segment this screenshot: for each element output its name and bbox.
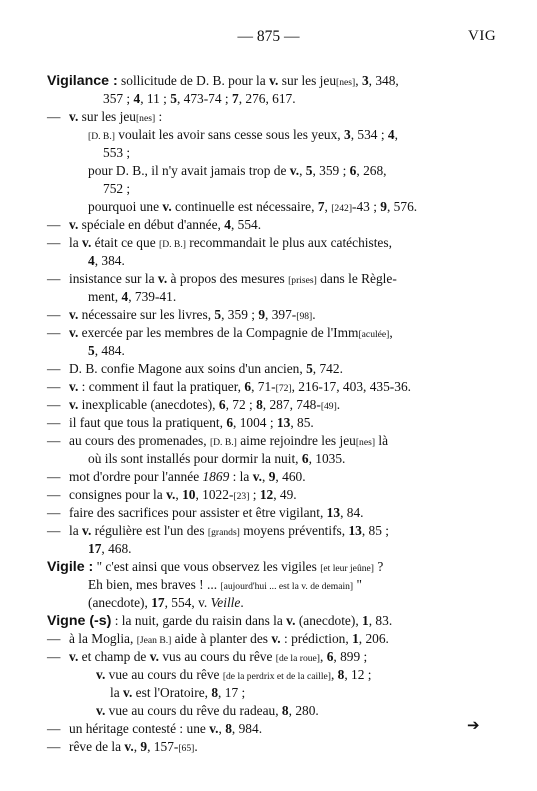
index-line xyxy=(47,396,340,416)
text-segment: , 359 ; xyxy=(221,307,259,322)
volume-number: 8 xyxy=(281,703,289,718)
text-segment: un héritage contesté : une xyxy=(69,721,210,736)
text-segment: . xyxy=(194,739,198,754)
text-segment: 357 ; xyxy=(103,91,134,106)
volume-number: 6 xyxy=(349,163,357,178)
index-line xyxy=(47,378,411,398)
editorial-insert: [49] xyxy=(320,401,337,412)
text-segment: vue au cours du rêve xyxy=(105,667,223,682)
text-segment: , xyxy=(355,73,362,88)
abbrev-term: v. xyxy=(162,199,172,214)
text-segment: vue au cours du rêve du radeau, xyxy=(105,703,282,718)
sub-entry-dash: — xyxy=(47,469,61,484)
sub-entry-dash: — xyxy=(47,325,61,340)
index-line xyxy=(103,180,130,198)
editorial-insert: [prises] xyxy=(288,275,317,286)
abbrev-term: v. xyxy=(69,397,79,412)
text-segment: aime rejoindre les jeu xyxy=(236,433,356,448)
sub-entry-dash: — xyxy=(47,415,61,430)
editorial-insert: [242] xyxy=(331,203,353,214)
volume-number: 1 xyxy=(352,631,359,646)
text-segment: , 85 ; xyxy=(361,523,390,538)
text-segment: sur les jeu xyxy=(278,73,337,88)
editorial-insert: [72] xyxy=(275,383,292,394)
abbrev-term: v. xyxy=(96,667,106,682)
text-segment: exercée par les membres de la Compagnie de l'Imm xyxy=(78,325,359,340)
index-line xyxy=(47,270,397,290)
text-segment: (anecdote), xyxy=(88,595,152,610)
text-segment: faire des sacrifices pour assister et être vigilant, xyxy=(69,505,327,520)
entry-heading: Vigilance : xyxy=(47,73,118,89)
text-segment: ment, xyxy=(88,289,122,304)
editorial-insert: [D. B.] xyxy=(88,131,115,142)
volume-number: 4 xyxy=(224,217,231,232)
text-segment: sur les jeu xyxy=(78,109,136,124)
volume-number: 3 xyxy=(344,127,351,142)
volume-number: 8 xyxy=(337,667,345,682)
index-line xyxy=(103,144,130,162)
volume-number: 8 xyxy=(256,397,263,412)
index-line xyxy=(47,414,314,432)
sub-entry-dash: — xyxy=(47,379,61,394)
text-segment: 553 ; xyxy=(103,145,131,160)
text-segment: inexplicable (anecdotes), xyxy=(78,397,219,412)
volume-number: 17 xyxy=(151,595,165,610)
text-segment: : comment il faut la pratiquer, xyxy=(78,379,245,394)
volume-number: 9 xyxy=(380,199,387,214)
index-line xyxy=(47,468,306,486)
text-segment: , 206. xyxy=(358,631,389,646)
text-segment: , xyxy=(133,739,141,754)
text-segment: , 397- xyxy=(265,307,297,322)
index-line xyxy=(47,648,367,668)
text-segment: spéciale en début d'année, xyxy=(78,217,225,232)
abbrev-term: v. xyxy=(69,379,79,394)
volume-number: 4 xyxy=(133,91,141,106)
index-line xyxy=(47,630,389,650)
volume-number: 13 xyxy=(348,523,362,538)
sub-entry-dash: — xyxy=(47,739,61,754)
volume-number: 5 xyxy=(306,361,313,376)
text-segment: Veille xyxy=(210,595,241,610)
text-segment: sollicitude de D. B. pour la xyxy=(117,73,270,88)
text-segment: vus au cours du rêve xyxy=(159,649,276,664)
index-line xyxy=(47,306,316,326)
abbrev-term: v. xyxy=(123,685,133,700)
volume-number: 17 xyxy=(88,541,102,556)
text-segment: , 460. xyxy=(275,469,306,484)
text-segment: : prédiction, xyxy=(280,631,353,646)
text-segment: est l'Oratoire, xyxy=(132,685,212,700)
text-segment: , 157- xyxy=(147,739,179,754)
volume-number: 6 xyxy=(301,451,309,466)
text-segment: , xyxy=(218,721,226,736)
abbrev-term: v. xyxy=(149,649,160,664)
volume-number: 5 xyxy=(305,163,313,178)
index-line xyxy=(88,594,244,612)
index-line xyxy=(88,288,176,306)
text-segment: consignes pour la xyxy=(69,487,167,502)
text-segment: D. B. confie Magone aux soins d'un ancien, xyxy=(69,361,307,376)
sub-entry-dash: — xyxy=(47,361,61,376)
text-segment: était ce que xyxy=(91,235,159,250)
abbrev-term: v. xyxy=(157,271,168,286)
volume-number: 6 xyxy=(326,649,334,664)
index-line xyxy=(88,576,362,596)
text-segment: pour D. B., il n'y avait jamais trop de xyxy=(88,163,290,178)
editorial-insert: [D. B.] xyxy=(209,437,237,448)
text-segment: insistance sur la xyxy=(69,271,158,286)
text-segment: là xyxy=(375,433,389,448)
text-segment: moyens préventifs, xyxy=(239,523,349,538)
sub-entry-dash: — xyxy=(47,217,61,232)
text-segment: , 49. xyxy=(273,487,297,502)
sub-entry-dash: — xyxy=(47,649,61,664)
editorial-insert: [65] xyxy=(178,743,195,754)
text-segment: : la xyxy=(229,469,253,484)
text-segment: " c'est ainsi que vous observez les vigiles xyxy=(93,559,321,574)
sub-entry-dash: — xyxy=(47,523,61,538)
abbrev-term: v. xyxy=(269,73,279,88)
text-segment: , 287, 748- xyxy=(262,397,321,412)
editorial-insert: [grands] xyxy=(207,527,240,538)
text-segment: aide à planter des xyxy=(171,631,272,646)
volume-number: 5 xyxy=(88,343,95,358)
text-segment: , 534 ; xyxy=(350,127,388,142)
editorial-insert: [23] xyxy=(233,491,250,502)
abbrev-term: v. xyxy=(209,721,219,736)
index-line xyxy=(96,666,372,686)
text-segment: voulait les avoir sans cesse sous les yeux, xyxy=(114,127,345,142)
text-segment: , 11 ; xyxy=(140,91,171,106)
editorial-insert: [nes] xyxy=(135,113,156,124)
volume-number: 9 xyxy=(258,307,266,322)
sub-entry-dash: — xyxy=(47,505,61,520)
text-segment: , 984. xyxy=(231,721,263,736)
editorial-insert: [et leur jeûne] xyxy=(320,563,374,574)
text-segment: rêve de la xyxy=(69,739,125,754)
index-line xyxy=(88,198,417,218)
editorial-insert: [nes] xyxy=(336,77,356,88)
volume-number: 7 xyxy=(317,199,325,214)
index-line xyxy=(47,522,389,542)
text-segment: ? xyxy=(374,559,384,574)
text-segment: à la Moglia, xyxy=(69,631,137,646)
text-segment: recommandait le plus aux catéchistes, xyxy=(185,235,392,250)
volume-number: 13 xyxy=(326,505,341,520)
abbrev-term: v. xyxy=(166,487,176,502)
text-segment: , 85. xyxy=(290,415,314,430)
abbrev-term: v. xyxy=(252,469,263,484)
index-line xyxy=(110,684,245,702)
text-segment: , 83. xyxy=(368,613,393,628)
volume-number: 1 xyxy=(362,613,369,628)
text-segment: , 12 ; xyxy=(344,667,372,682)
continue-arrow-icon: ➔ xyxy=(467,716,480,734)
text-segment: . xyxy=(240,595,244,610)
text-segment: : xyxy=(155,109,163,124)
running-title: VIG xyxy=(468,28,497,44)
text-segment: , 17 ; xyxy=(218,685,246,700)
abbrev-term: v. xyxy=(69,325,79,340)
editorial-insert: [de la roue] xyxy=(275,653,320,664)
text-segment: , 348, xyxy=(368,73,399,88)
page-number: — 875 — xyxy=(237,28,300,45)
abbrev-term: v. xyxy=(69,649,79,664)
text-segment: , 280. xyxy=(288,703,319,718)
index-line xyxy=(103,90,296,108)
text-segment: , 576. xyxy=(386,199,418,214)
index-line xyxy=(88,162,387,180)
entry-heading: Vigne (-s) xyxy=(47,613,112,629)
sub-entry-dash: — xyxy=(47,235,61,250)
text-segment: à propos des mesures xyxy=(167,271,289,286)
volume-number: 9 xyxy=(268,469,276,484)
text-segment: . xyxy=(312,307,316,322)
index-line xyxy=(88,252,125,270)
text-segment: , 554. xyxy=(230,217,262,232)
text-segment: , 742. xyxy=(312,361,343,376)
text-segment: , xyxy=(175,487,183,502)
volume-number: 7 xyxy=(231,91,239,106)
abbrev-term: v. xyxy=(289,163,300,178)
editorial-insert: [Jean B.] xyxy=(136,635,172,646)
sub-entry-dash: — xyxy=(47,631,61,646)
abbrev-term: v. xyxy=(69,307,79,322)
index-line xyxy=(88,450,345,468)
index-line xyxy=(47,504,364,522)
volume-number: 5 xyxy=(214,307,222,322)
text-segment: dans le Règle- xyxy=(316,271,397,286)
text-segment: , 484. xyxy=(94,343,125,358)
sub-entry-dash: — xyxy=(47,307,61,322)
sub-entry-dash: — xyxy=(47,271,61,286)
text-segment: (anecdote), xyxy=(295,613,363,628)
text-segment: où ils sont installés pour dormir la nuit, xyxy=(88,451,302,466)
volume-number: 6 xyxy=(226,415,234,430)
index-line xyxy=(47,216,261,234)
sub-entry-dash: — xyxy=(47,487,61,502)
volume-number: 6 xyxy=(218,397,226,412)
text-segment: , 84. xyxy=(340,505,364,520)
abbrev-term: v. xyxy=(69,217,79,232)
index-line xyxy=(47,234,392,254)
text-segment: continuelle est nécessaire, xyxy=(171,199,318,214)
text-segment: , 1004 ; xyxy=(233,415,277,430)
index-line xyxy=(47,558,383,578)
text-segment: , xyxy=(299,163,306,178)
sub-entry-dash: — xyxy=(47,721,61,736)
abbrev-term: v. xyxy=(69,109,79,124)
volume-number: 8 xyxy=(225,721,232,736)
abbrev-term: v. xyxy=(271,631,281,646)
text-segment: , 899 ; xyxy=(333,649,368,664)
volume-number: 4 xyxy=(88,253,95,268)
text-segment: 1869 xyxy=(202,469,230,484)
text-segment: . xyxy=(336,397,341,412)
index-line xyxy=(88,342,125,360)
text-segment: la xyxy=(69,523,83,538)
volume-number: 13 xyxy=(276,415,291,430)
index-line xyxy=(47,72,399,92)
index-line xyxy=(47,432,388,452)
volume-number: 8 xyxy=(211,685,219,700)
text-segment: , 1022- xyxy=(195,487,234,502)
text-segment: ; xyxy=(249,487,260,502)
text-segment: , xyxy=(324,199,332,214)
abbrev-term: v. xyxy=(82,523,92,538)
text-segment: nécessaire sur les livres, xyxy=(78,307,215,322)
editorial-insert: [98] xyxy=(296,311,313,322)
text-segment: au cours des promenades, xyxy=(69,433,210,448)
text-segment: , 1035. xyxy=(308,451,346,466)
text-segment: la xyxy=(69,235,83,250)
volume-number: 4 xyxy=(387,127,395,142)
text-segment: , 468. xyxy=(101,541,132,556)
index-line xyxy=(47,486,297,506)
abbrev-term: v. xyxy=(286,613,296,628)
text-segment: 752 ; xyxy=(103,181,131,196)
text-segment: , 216-17, 403, 435-36. xyxy=(291,379,412,394)
text-segment: , 72 ; xyxy=(225,397,257,412)
editorial-insert: [aculée] xyxy=(358,329,390,340)
volume-number: 9 xyxy=(140,739,148,754)
text-segment: , 276, 617. xyxy=(238,91,296,106)
text-segment: la xyxy=(110,685,124,700)
text-segment: , xyxy=(394,127,398,142)
sub-entry-dash: — xyxy=(47,397,61,412)
index-line xyxy=(47,108,162,128)
abbrev-term: v. xyxy=(96,703,106,718)
text-segment: il faut que tous la pratiquent, xyxy=(69,415,227,430)
abbrev-term: v. xyxy=(124,739,134,754)
abbrev-term: v. xyxy=(82,235,92,250)
volume-number: 3 xyxy=(361,73,369,88)
editorial-insert: [aujourd'hui ... est la v. de demain] xyxy=(220,581,354,592)
editorial-insert: [de la perdrix et de la caille] xyxy=(222,671,331,682)
text-segment: , 359 ; xyxy=(312,163,350,178)
text-segment: , 384. xyxy=(94,253,125,268)
text-segment: régulière est l'un des xyxy=(91,523,208,538)
text-segment: : la nuit, garde du raisin dans la xyxy=(111,613,287,628)
text-segment: " xyxy=(353,577,362,592)
text-segment: , xyxy=(320,649,327,664)
text-segment: et champ de xyxy=(78,649,150,664)
index-line xyxy=(47,324,393,344)
editorial-insert: [nes] xyxy=(355,437,376,448)
volume-number: 6 xyxy=(244,379,252,394)
text-segment: , 473-74 ; xyxy=(176,91,232,106)
index-line xyxy=(47,360,343,378)
volume-number: 12 xyxy=(259,487,274,502)
index-line xyxy=(47,720,262,738)
text-segment: , xyxy=(262,469,269,484)
index-line xyxy=(47,612,392,630)
index-line xyxy=(96,702,319,720)
text-segment: , 268, xyxy=(356,163,387,178)
text-segment: mot d'ordre pour l'année xyxy=(69,469,203,484)
text-segment: Eh bien, mes braves ! ... xyxy=(88,577,221,592)
text-segment: -43 ; xyxy=(352,199,381,214)
index-line xyxy=(88,126,398,146)
text-segment: , 739-41. xyxy=(128,289,177,304)
text-segment: , xyxy=(330,667,338,682)
index-line xyxy=(47,738,198,758)
text-segment: pourquoi une xyxy=(88,199,163,214)
text-segment: , 554, v. xyxy=(164,595,211,610)
entry-heading: Vigile : xyxy=(47,559,94,575)
sub-entry-dash: — xyxy=(47,109,61,124)
volume-number: 10 xyxy=(182,487,196,502)
volume-number: 5 xyxy=(170,91,177,106)
text-segment: , 71- xyxy=(251,379,276,394)
editorial-insert: [D. B.] xyxy=(159,239,186,250)
index-line xyxy=(88,540,132,558)
volume-number: 4 xyxy=(121,289,129,304)
sub-entry-dash: — xyxy=(47,433,61,448)
text-segment: , xyxy=(389,325,393,340)
